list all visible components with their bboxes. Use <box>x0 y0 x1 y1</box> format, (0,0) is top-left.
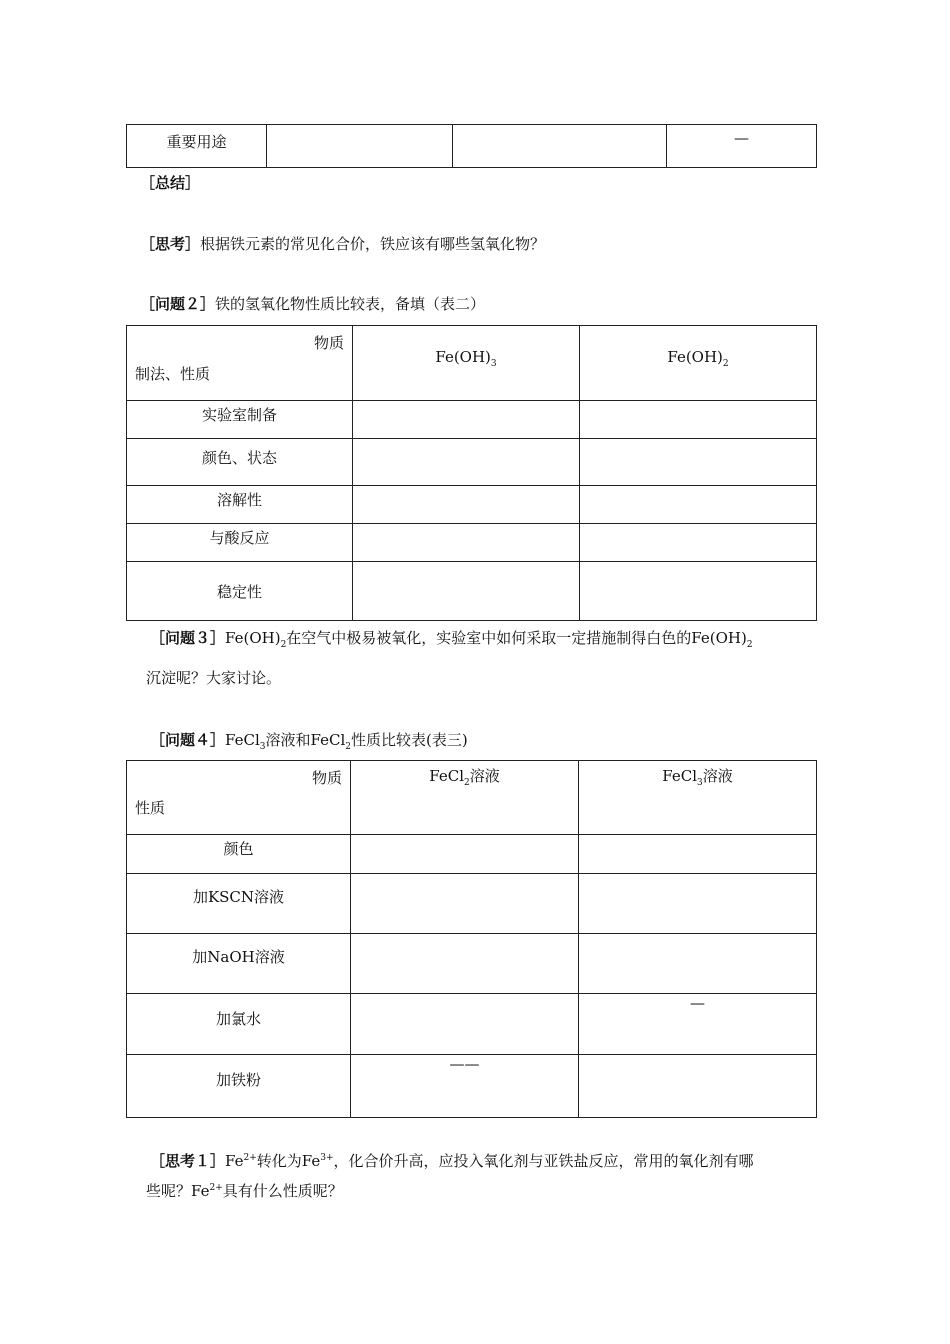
table-cell <box>351 994 579 1055</box>
think1-line2: 些呢？$Fe^{2+}$具有什么性质呢？ <box>146 1182 343 1200</box>
table-cell <box>351 835 579 874</box>
table-cell <box>580 401 817 439</box>
chloride-header-diagonal <box>127 761 351 835</box>
hydroxide-table <box>126 325 817 621</box>
question3-label: ［问题３］ <box>150 629 226 647</box>
hydroxide-header-diagonal <box>127 326 353 401</box>
row-color-state: 颜色、状态 <box>127 439 353 486</box>
question2-text: 铁的氢氧化物性质比较表，备填（表二） <box>215 295 486 313</box>
table-cell <box>353 562 580 621</box>
think-label: ［思考］ <box>140 235 201 253</box>
think1-label: ［思考１］ <box>150 1152 226 1170</box>
header-property: 制法、性质 <box>135 365 211 383</box>
question3-line1: ［问题$3]Fe(OH)_2$在空气中极易被氧化，实验室中如何采取一定措施制得白色的$Fe(OH)_2$ <box>150 629 753 650</box>
col-fecl3: FeCl$_3$溶液 <box>579 761 817 835</box>
question2-paragraph <box>140 293 485 314</box>
col-fe-oh-3: $Fe(OH)_3$ <box>353 326 580 401</box>
usage-cell <box>267 125 453 168</box>
table-cell <box>351 874 579 934</box>
header-property: 性质 <box>135 799 166 817</box>
header-substance: 物质 <box>313 334 344 352</box>
table-cell <box>580 486 817 524</box>
table-cell <box>353 524 580 562</box>
usage-cell <box>453 125 667 168</box>
usage-row-label: 重要用途 <box>127 125 267 168</box>
row-add-chlorine-water: 加氯水 <box>127 994 351 1055</box>
question3-line2: 沉淀呢？大家讨论。 <box>146 669 282 687</box>
header-substance: 物质 <box>311 769 342 787</box>
table-cell <box>579 934 817 994</box>
table-cell <box>580 439 817 486</box>
question4-label: ［问题４］ <box>150 731 226 749</box>
row-solubility: 溶解性 <box>127 486 353 524</box>
table-cell <box>353 486 580 524</box>
question2-label: ［问题２］ <box>140 295 216 313</box>
summary-label: ［总结］ <box>140 174 201 192</box>
row-lab-prep: 实验室制备 <box>127 401 353 439</box>
think-text: 根据铁元素的常见化合价，铁应该有哪些氢氧化物？ <box>200 235 546 253</box>
row-stability: 稳定性 <box>127 562 353 621</box>
row-color: 颜色 <box>127 835 351 874</box>
table-cell <box>579 835 817 874</box>
usage-table <box>126 124 817 168</box>
table-cell <box>353 439 580 486</box>
chloride-table <box>126 760 817 1118</box>
dash-cell: —— <box>351 1055 579 1118</box>
col-fecl2: FeCl$_2$溶液 <box>351 761 579 835</box>
row-add-kscn: 加KSCN溶液 <box>127 874 351 934</box>
table-cell <box>351 934 579 994</box>
think-paragraph <box>140 233 545 254</box>
row-acid-reaction: 与酸反应 <box>127 524 353 562</box>
usage-dash-cell: — <box>667 125 817 168</box>
question4-paragraph: ［问题４］FeCl$_3$溶液和FeCl$_2$性质比较表(表三) <box>150 731 468 752</box>
table-cell <box>579 1055 817 1118</box>
table-cell <box>579 874 817 934</box>
think1-line1: ［思考$1]Fe^{2+}$转化为$Fe^{3+}$，化合价升高，应投入氧化剂与亚铁盐反应，常用的氧化剂有哪 <box>150 1152 754 1170</box>
table-cell <box>353 401 580 439</box>
col-fe-oh-2: $Fe(OH)_2$ <box>580 326 817 401</box>
table-cell <box>580 524 817 562</box>
table-cell <box>580 562 817 621</box>
row-add-iron-powder: 加铁粉 <box>127 1055 351 1118</box>
dash-cell: — <box>579 994 817 1055</box>
row-add-naoh: 加NaOH溶液 <box>127 934 351 994</box>
